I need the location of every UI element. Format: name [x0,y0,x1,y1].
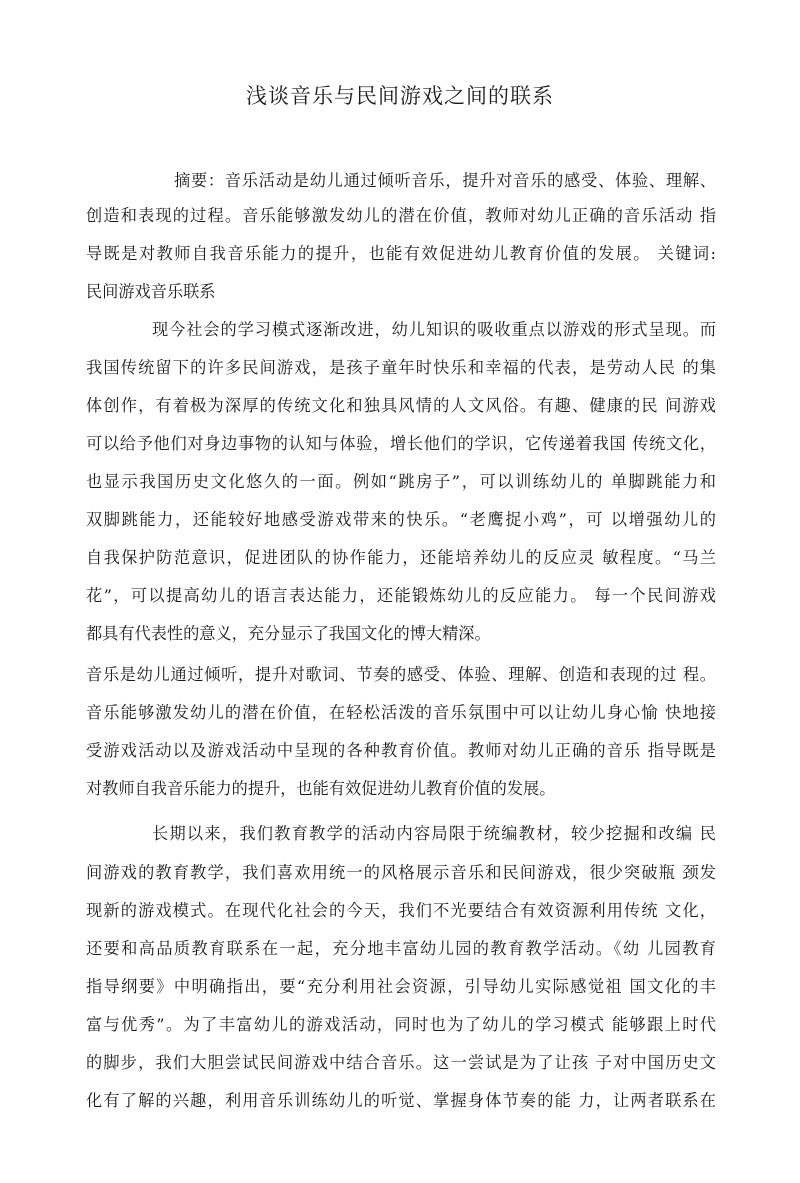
paragraph-3-line-5: 指导纲要》中明确指出，要“充分利用社会资源，引导幼儿实际感觉祖 国文化的丰 [86,977,716,996]
paragraph-1-line-6: 双脚跳能力，还能较好地感受游戏带来的快乐。“老鹰捉小鸡”，可 以增强幼儿的 [86,510,716,529]
paragraph-1-line-2: 我国传统留下的许多民间游戏，是孩子童年时快乐和幸福的代表，是劳动人民 的集 [86,358,716,377]
paragraph-1-line-7: 自我保护防范意识，促进团队的协作能力，还能培养幼儿的反应灵 敏程度。“马兰 [86,548,716,567]
paragraph-3-line-6: 富与优秀”。为了丰富幼儿的游戏活动，同时也为了幼儿的学习模式 能够跟上时代 [86,1015,716,1034]
paragraph-3-line-8: 化有了解的兴趣，利用音乐训练幼儿的听觉、掌握身体节奏的能 力，让两者联系在 [86,1091,716,1110]
abstract-line-3: 导既是对教师自我音乐能力的提升，也能有效促进幼儿教育价值的发展。 关键词: [86,244,716,263]
paragraph-1-line-3: 体创作，有着极为深厚的传统文化和独具风情的人文风俗。有趣、健康的民 间游戏 [86,396,716,415]
abstract-line-1: 摘要：音乐活动是幼儿通过倾听音乐，提升对音乐的感受、体验、理解、 [174,171,716,190]
paragraph-3-line-1: 长期以来，我们教育教学的活动内容局限于统编教材，较少挖掘和改编 民 [152,824,716,843]
keywords-line: 民间游戏音乐联系 [86,282,216,301]
paragraph-2-line-2: 音乐能够激发幼儿的潜在价值，在轻松活泼的音乐氛围中可以让幼儿身心愉 快地接 [86,703,716,722]
page-title: 浅谈音乐与民间游戏之间的联系 [246,84,554,108]
abstract-line-2: 创造和表现的过程。音乐能够激发幼儿的潜在价值，教师对幼儿正确的音乐活动 指 [86,206,716,225]
paragraph-3-line-7: 的脚步，我们大胆尝试民间游戏中结合音乐。这一尝试是为了让孩 子对中国历史文 [86,1053,716,1072]
paragraph-1-line-5: 也显示我国历史文化悠久的一面。例如“跳房子”，可以训练幼儿的 单脚跳能力和 [86,472,716,491]
paragraph-1-line-4: 可以给予他们对身边事物的认知与体验，增长他们的学识，它传递着我国 传统文化， [86,434,716,453]
paragraph-2-line-1: 音乐是幼儿通过倾听，提升对歌词、节奏的感受、体验、理解、创造和表现的过 程。 [86,665,716,684]
paragraph-2-line-4: 对教师自我音乐能力的提升，也能有效促进幼儿教育价值的发展。 [86,779,556,798]
paragraph-2-line-3: 受游戏活动以及游戏活动中呈现的各种教育价值。教师对幼儿正确的音乐 指导既是 [86,741,716,760]
paragraph-1-line-1: 现今社会的学习模式逐渐改进，幼儿知识的吸收重点以游戏的形式呈现。而 [152,320,716,339]
paragraph-3-line-2: 间游戏的教育教学，我们喜欢用统一的风格展示音乐和民间游戏，很少突破瓶 颈发 [86,863,716,882]
paragraph-3-line-3: 现新的游戏模式。在现代化社会的今天，我们不光要结合有效资源利用传统 文化， [86,901,716,920]
paragraph-3-line-4: 还要和高品质教育联系在一起，充分地丰富幼儿园的教育教学活动。《幼 儿园教育 [86,939,716,958]
paragraph-1-line-8: 花”，可以提高幼儿的语言表达能力，还能锻炼幼儿的反应能力。 每一个民间游戏 [86,586,716,605]
paragraph-1-line-9: 都具有代表性的意义，充分显示了我国文化的博大精深。 [86,624,491,643]
